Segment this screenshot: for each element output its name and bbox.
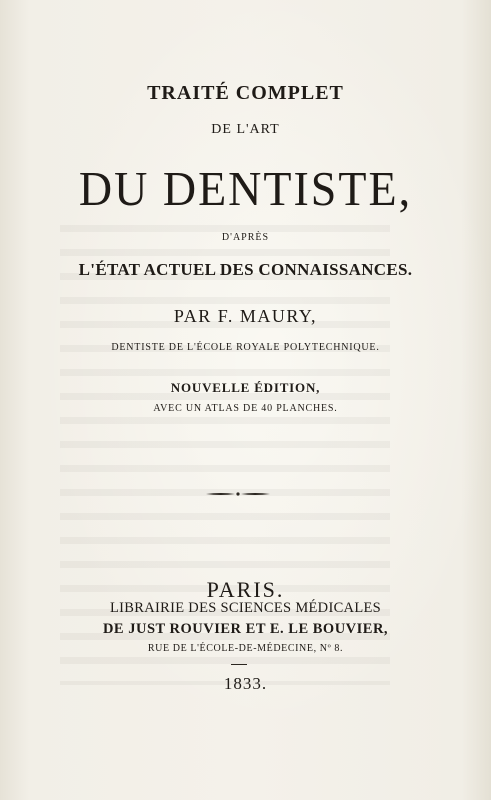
atlas-line: AVEC UN ATLAS DE 40 PLANCHES. bbox=[153, 403, 338, 414]
title-line-4: D'APRÈS bbox=[221, 232, 270, 243]
rule-ornament-icon bbox=[205, 489, 271, 499]
title-line-2: DE L'ART bbox=[211, 122, 280, 137]
title-line-1: TRAITÉ COMPLET bbox=[147, 82, 344, 104]
publisher-line-1: LIBRAIRIE DES SCIENCES MÉDICALES bbox=[109, 600, 381, 616]
short-rule bbox=[231, 664, 247, 665]
imprint-year: 1833. bbox=[223, 674, 268, 693]
edition-line: NOUVELLE ÉDITION, bbox=[170, 380, 321, 395]
main-title: DU DENTISTE, bbox=[78, 161, 413, 216]
subtitle: L'ÉTAT ACTUEL DES CONNAISSANCES. bbox=[78, 260, 413, 279]
imprint-city: PARIS. bbox=[206, 577, 285, 602]
author-line: PAR F. MAURY, bbox=[173, 306, 318, 326]
author-title: DENTISTE DE L'ÉCOLE ROYALE POLYTECHNIQUE. bbox=[111, 342, 380, 353]
publisher-line-2: DE JUST ROUVIER ET E. LE BOUVIER, bbox=[102, 621, 389, 637]
publisher-address: RUE DE L'ÉCOLE-DE-MÉDECINE, Nº 8. bbox=[147, 643, 344, 654]
